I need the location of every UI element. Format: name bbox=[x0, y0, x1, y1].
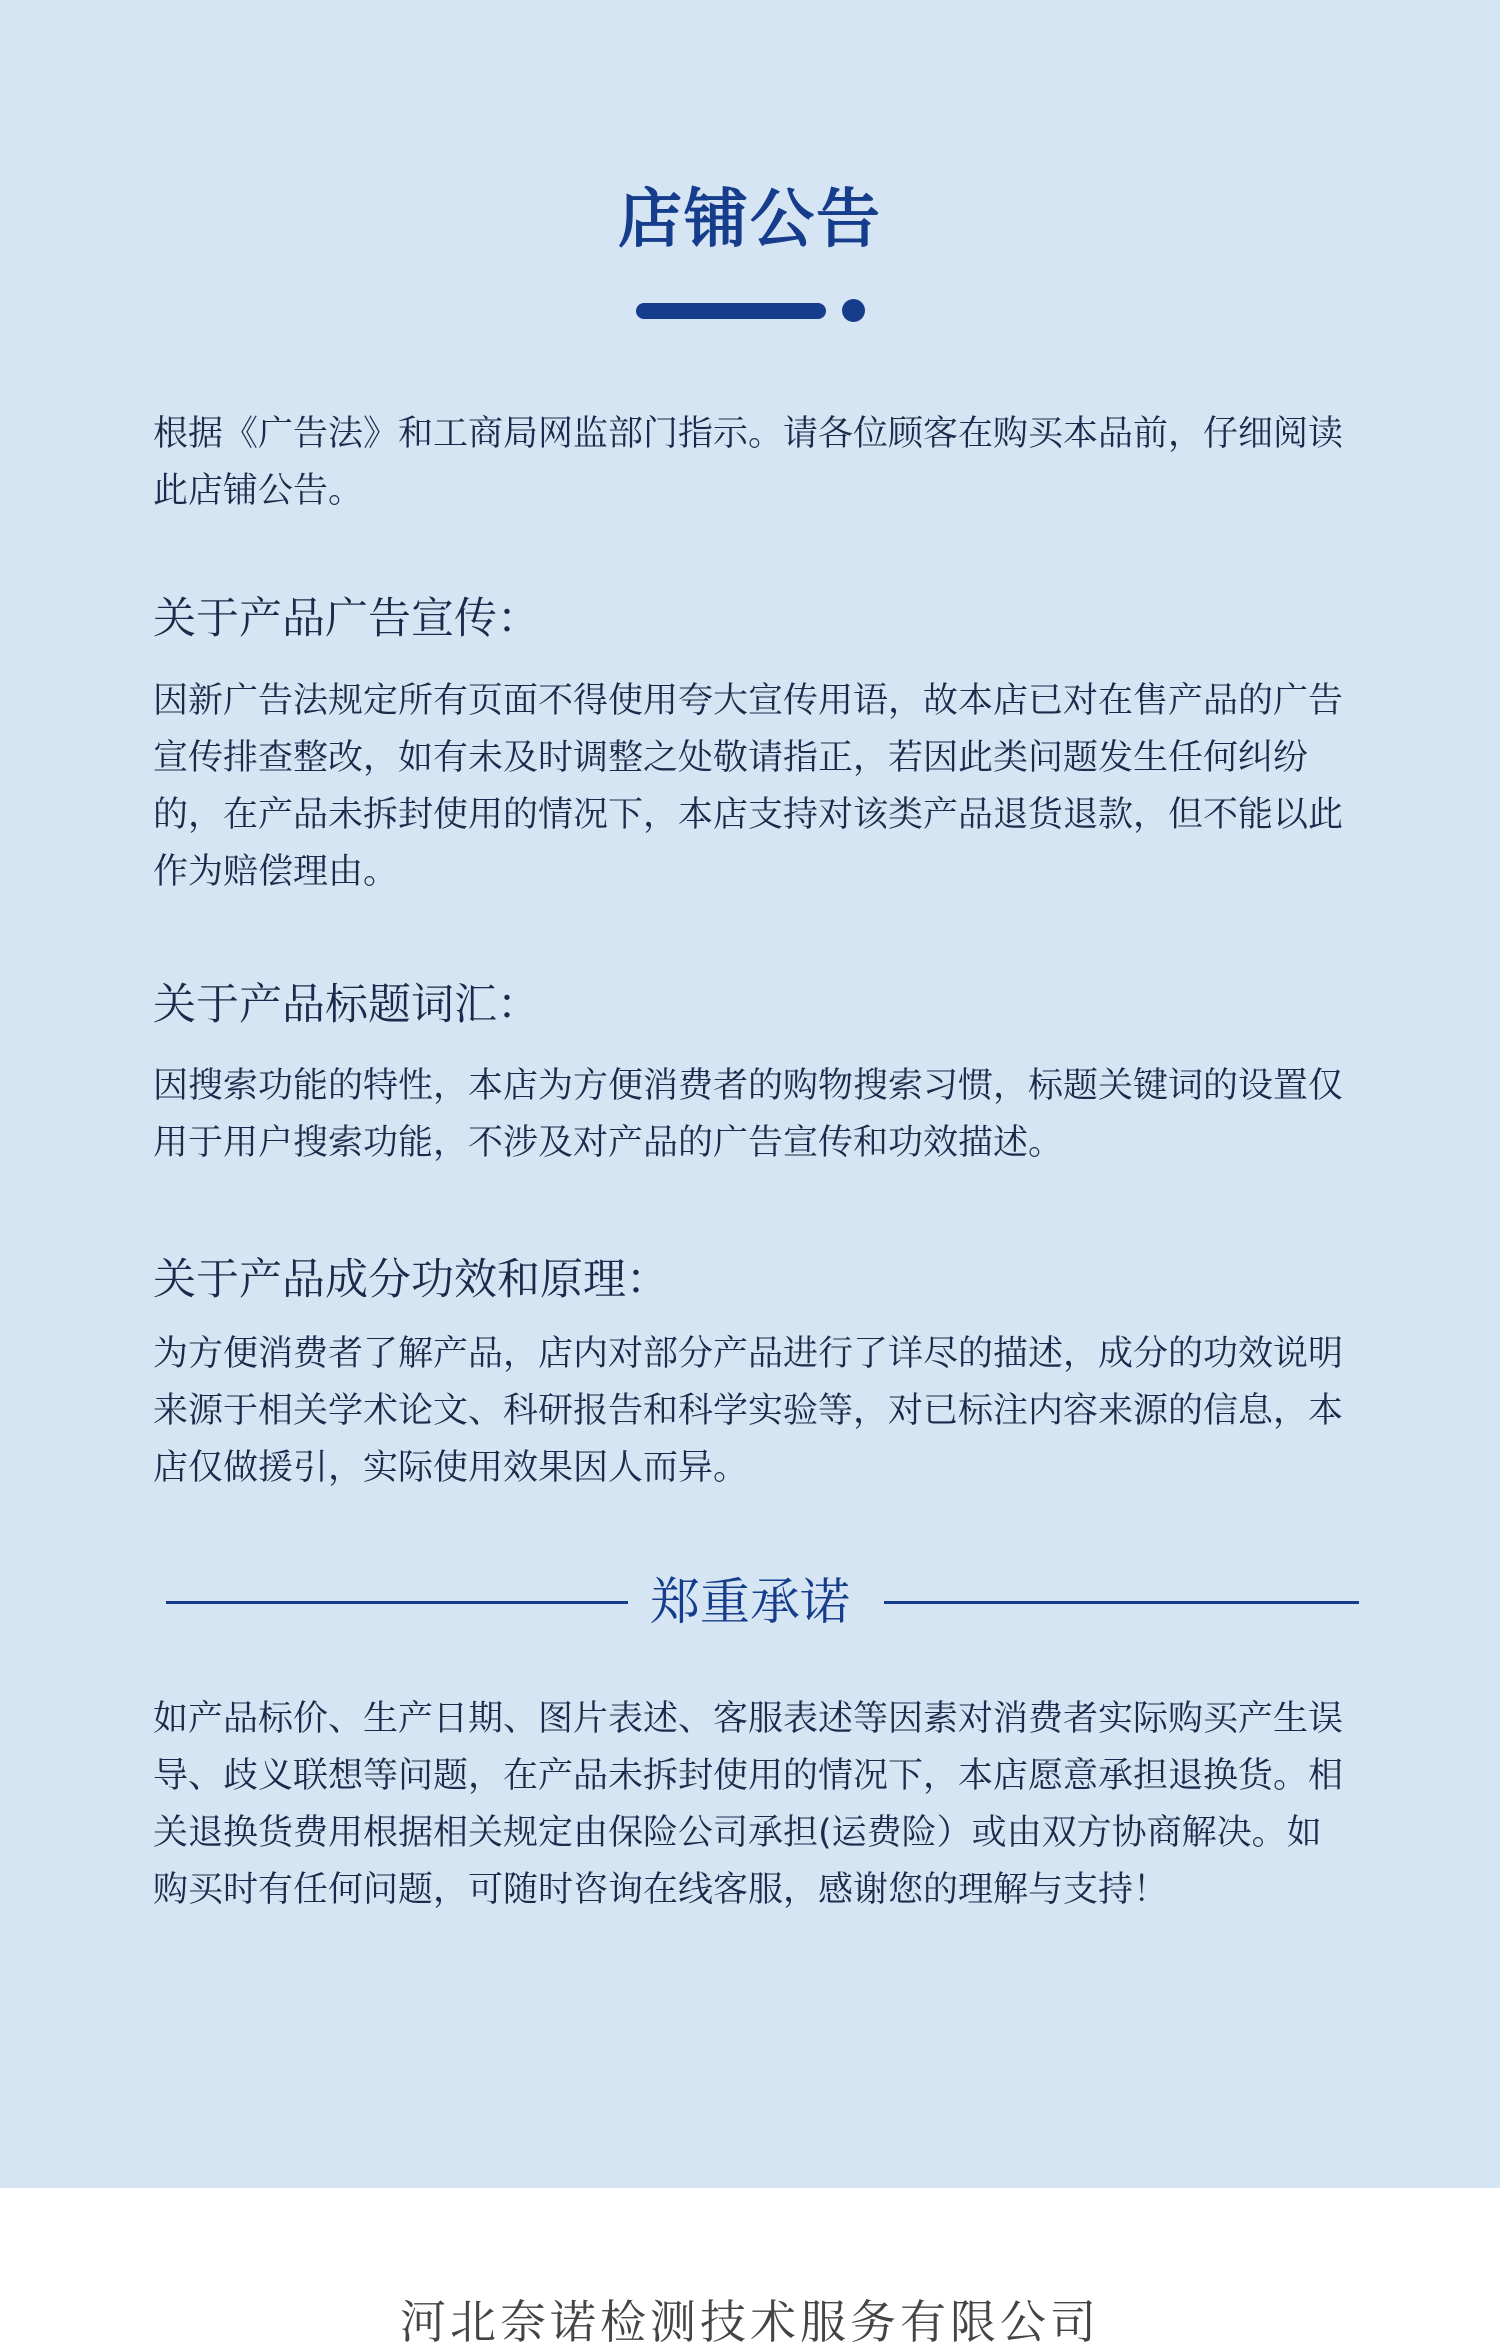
promise-body: 如产品标价、生产日期、图片表述、客服表述等因素对消费者实际购买产生误导、歧义联想等问题，在产品未拆封使用的情况下，本店愿意承担退换货。相关退换货费用根据相关规定由保险公司承担(运费险）或由双方协商解决。如购买时有任何问题，可随时咨询在线客服，感谢您的理解与支持！ bbox=[153, 1699, 1344, 1910]
notice-title: 店铺公告 bbox=[618, 183, 882, 257]
promise-divider-left bbox=[166, 1601, 628, 1604]
section-body-advertising: 因新广告法规定所有页面不得使用夸大宣传用语，故本店已对在售产品的广告宣传排查整改，如有未及时调整之处敬请指正，若因此类问题发生任何纠纷的，在产品未拆封使用的情况下，本店支持对该类产品退货退款，但不能以此作为赔偿理由。 bbox=[153, 681, 1344, 892]
notice-intro: 根据《广告法》和工商局网监部门指示。请各位顾客在购买本品前，仔细阅读此店铺公告。 bbox=[153, 414, 1344, 511]
promise-divider-right bbox=[884, 1601, 1359, 1604]
section-heading-title-words: 关于产品标题词汇： bbox=[153, 980, 540, 1030]
section-heading-ingredients: 关于产品成分功效和原理： bbox=[153, 1255, 669, 1305]
title-underline-dot bbox=[842, 299, 865, 322]
section-body-ingredients: 为方便消费者了解产品，店内对部分产品进行了详尽的描述，成分的功效说明来源于相关学术论文、科研报告和科学实验等，对已标注内容来源的信息，本店仅做援引，实际使用效果因人而异。 bbox=[153, 1334, 1344, 1488]
section-body-title-words: 因搜索功能的特性，本店为方便消费者的购物搜索习惯，标题关键词的设置仅用于用户搜索功能，不涉及对产品的广告宣传和功效描述。 bbox=[153, 1066, 1344, 1163]
promise-title: 郑重承诺 bbox=[650, 1573, 850, 1631]
company-name: 河北奈诺检测技术服务有限公司 bbox=[400, 2295, 1100, 2349]
title-underline-bar bbox=[636, 303, 826, 319]
section-heading-advertising: 关于产品广告宣传： bbox=[153, 594, 540, 644]
